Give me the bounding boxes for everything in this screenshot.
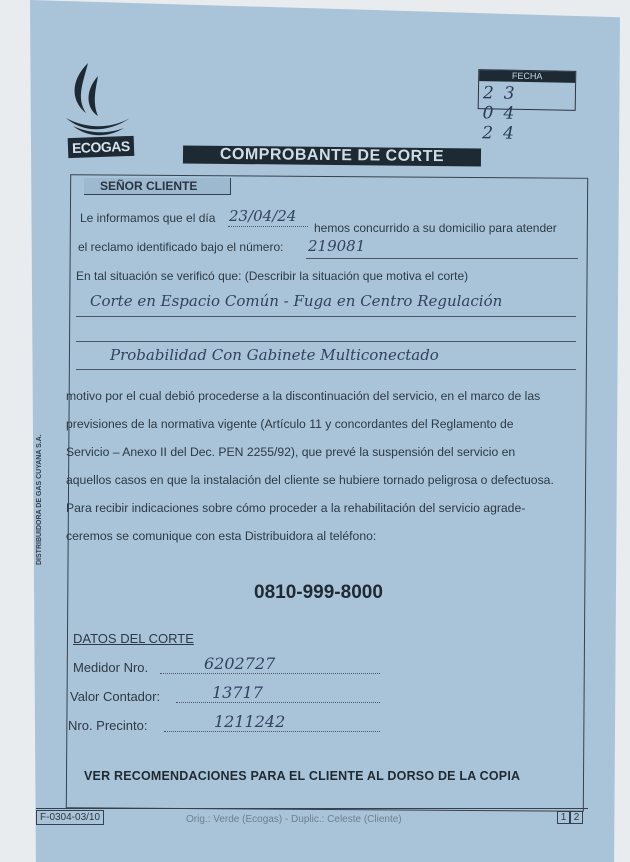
reclamo-label: el reclamo identificado bajo el número:: [78, 240, 284, 254]
contador-dots: [176, 702, 380, 703]
paragraph-line: aquellos casos en que la instalación del cliente se hubiere tornado peligrosa o defectuosa.: [66, 473, 554, 487]
paragraph-line: ceremos se comunique con esta Distribuidora al teléfono:: [66, 529, 377, 543]
normativa-paragraph: [66, 382, 576, 550]
recomendaciones-note: VER RECOMENDACIONES PARA EL CLIENTE AL DORSO DE LA COPIA: [84, 769, 521, 783]
senor-cliente-label: SEÑOR CLIENTE: [84, 178, 231, 195]
situacion-line-1: Corte en Espacio Común - Fuga en Centro Regulación: [90, 292, 503, 310]
medidor-value: 6202727: [204, 654, 276, 673]
reclamo-number: 219081: [308, 237, 366, 255]
page-indicator: [557, 811, 583, 824]
precinto-label: Nro. Precinto:: [68, 718, 148, 733]
phone-number: 0810-999-8000: [254, 582, 383, 603]
fecha-label: FECHA: [479, 70, 575, 83]
paragraph-line: motivo por el cual debió procederse a la discontinuación del servicio, en el marco de las: [66, 389, 541, 403]
reclamo-rule: [306, 258, 578, 259]
page-1-box: 1: [557, 811, 570, 824]
contador-label: Valor Contador:: [70, 689, 161, 704]
medidor-dots: [160, 673, 380, 674]
document-title: COMPROBANTE DE CORTE: [183, 145, 481, 166]
informamos-suffix: hemos concurrido a su domicilio para atender: [314, 221, 557, 235]
precinto-value: 1211242: [214, 712, 286, 731]
fecha-value: 23 04 24: [482, 83, 525, 144]
paragraph-line: previsiones de la normativa vigente (Artículo 11 y concordantes del Reglamento de: [66, 417, 514, 431]
page-2-box: 2: [570, 811, 583, 824]
fecha-handwritten: 23/04/24: [229, 207, 297, 225]
footer-divider: [36, 808, 588, 809]
contador-value: 13717: [212, 683, 263, 702]
situacion-label: En tal situación se verificó que: (Describir la situación que motiva el corte): [76, 269, 469, 283]
precinto-dots: [164, 731, 380, 732]
situacion-rule-1: [76, 316, 576, 317]
informamos-prefix: Le informamos que el día: [80, 211, 216, 225]
situacion-rule-3: [76, 369, 576, 370]
fecha-box: [478, 69, 577, 144]
form-code: F-0304-03/10: [36, 810, 104, 825]
fecha-dotted-line: [228, 226, 308, 227]
paragraph-line: Servicio – Anexo II del Dec. PEN 2255/92), que prevé la suspensión del servicio en: [66, 445, 516, 459]
situacion-rule-2: [76, 341, 576, 342]
situacion-line-2: Probabilidad Con Gabinete Multiconectado: [110, 346, 439, 364]
copies-legend: Orig.: Verde (Ecogas) - Duplic.: Celeste (Cliente): [186, 814, 402, 825]
company-logo-text: ECOGAS: [68, 136, 134, 158]
medidor-label: Medidor Nro.: [73, 660, 149, 675]
datos-title: DATOS DEL CORTE: [73, 631, 194, 646]
paragraph-line: Para recibir indicaciones sobre cómo proceder a la rehabilitación del servicio agrade-: [66, 501, 526, 515]
side-company-text: DISTRIBUIDORA DE GAS CUYANA S.A.: [36, 434, 43, 565]
